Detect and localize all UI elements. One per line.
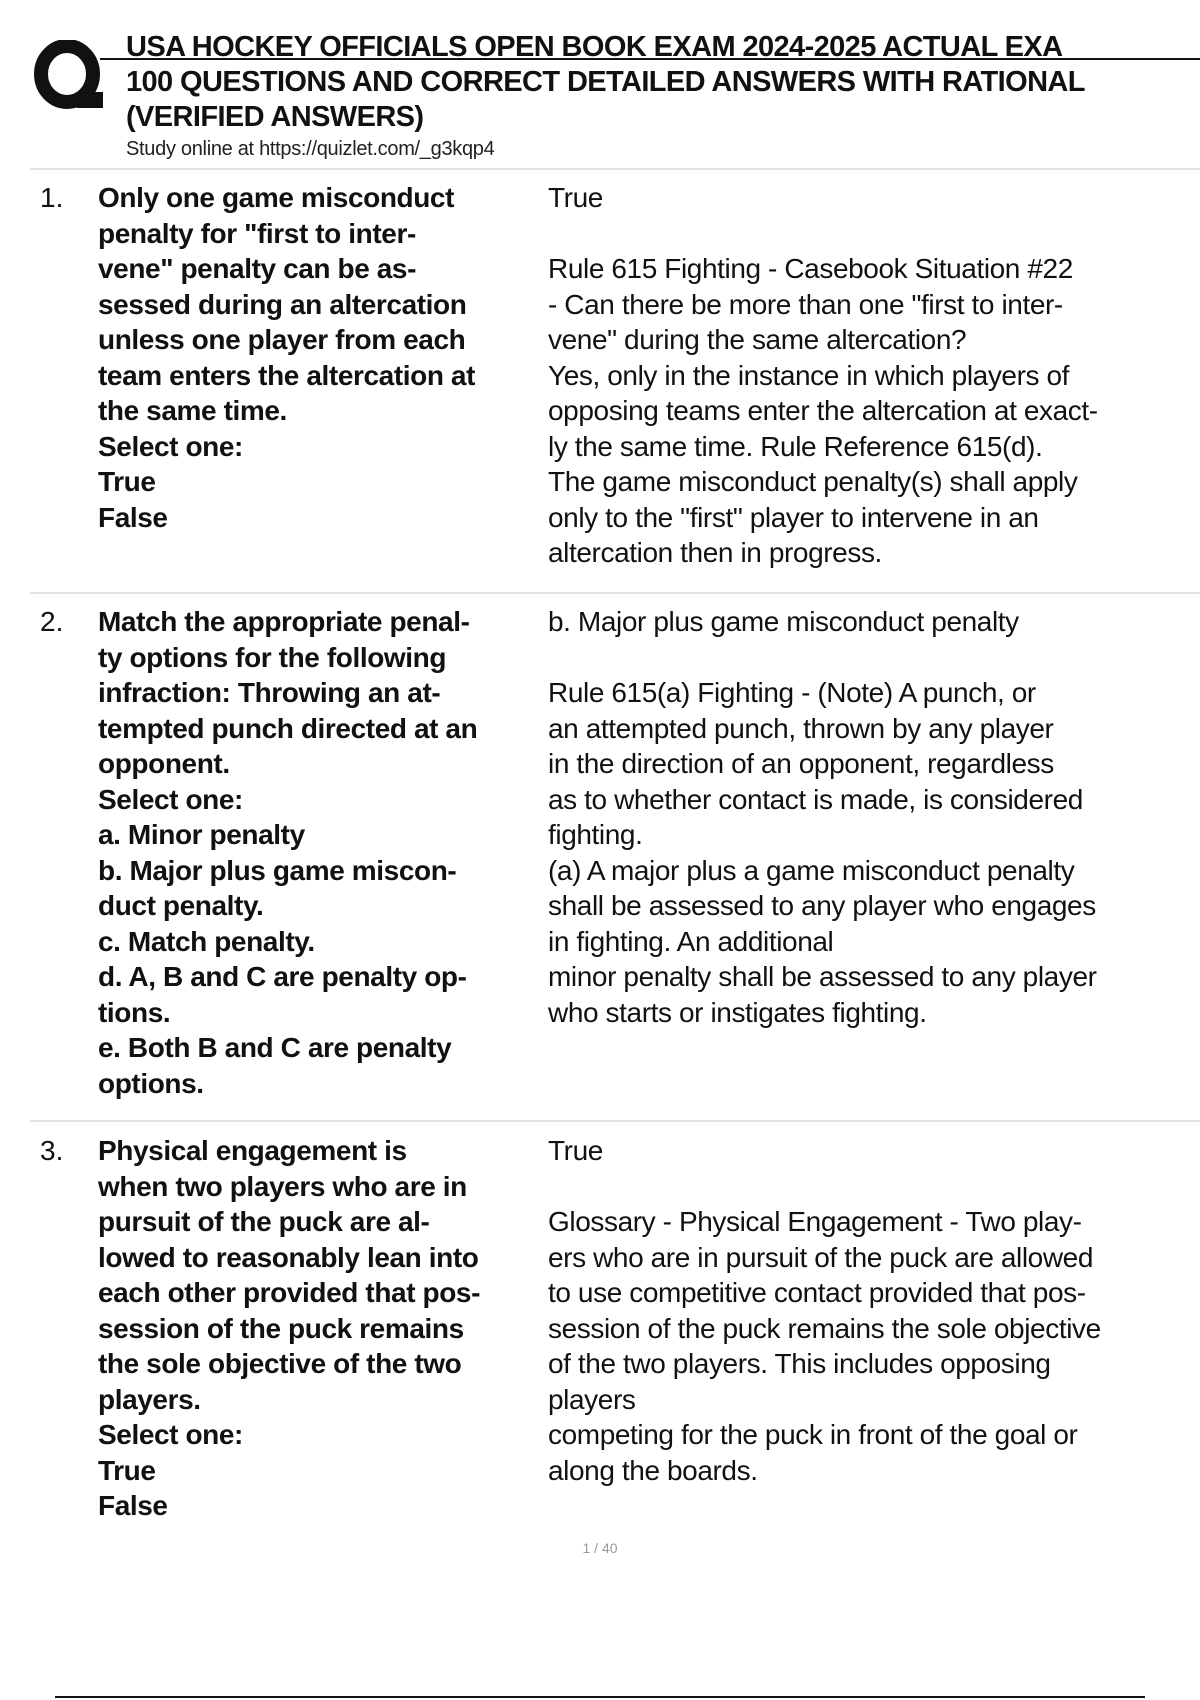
question-line: Select one:: [98, 430, 243, 462]
answer-line: of the two players. This includes opposing: [548, 1348, 1051, 1379]
question-line: session of the puck remains: [98, 1312, 464, 1344]
question-text: [98, 1133, 480, 1524]
question-line: infraction: Throwing an at-: [98, 677, 441, 708]
question-line: players.: [98, 1383, 201, 1415]
answer-line: players: [548, 1383, 636, 1415]
footer-rule: [55, 1696, 1145, 1698]
answer-line: Rule 615(a) Fighting - (Note) A punch, or: [548, 677, 1036, 708]
answer-line: ly the same time. Rule Reference 615(d).: [548, 430, 1043, 462]
answer-line: as to whether contact is made, is considered: [548, 783, 1083, 815]
question-line: tions.: [98, 996, 171, 1028]
question-line: tempted punch directed at an: [98, 712, 478, 744]
answer-line: vene" during the same altercation?: [548, 324, 967, 355]
answer-line: [548, 1169, 1101, 1205]
answer-line: opposing teams enter the altercation at exact-: [548, 395, 1098, 426]
answer-line: an attempted punch, thrown by any player: [548, 712, 1054, 744]
question-text: [98, 180, 475, 535]
answer-text: [548, 604, 1097, 1030]
answer-text: [548, 180, 1098, 571]
question-line: False: [98, 501, 168, 533]
title-line: USA HOCKEY OFFICIALS OPEN BOOK EXAM 2024-2025 ACTUAL EXA: [126, 31, 1063, 63]
question-line: vene" penalty can be as-: [98, 253, 417, 284]
question-line: False: [98, 1490, 168, 1521]
card-divider: [30, 592, 1200, 594]
answer-line: minor penalty shall be assessed to any player: [548, 961, 1097, 992]
answer-line: [548, 216, 1098, 252]
answer-line: fighting.: [548, 819, 643, 850]
answer-line: shall be assessed to any player who engages: [548, 890, 1096, 921]
question-line: unless one player from each: [98, 324, 466, 355]
question-line: duct penalty.: [98, 890, 264, 921]
question-line: pursuit of the puck are al-: [98, 1206, 430, 1237]
answer-line: competing for the puck in front of the goal or: [548, 1419, 1078, 1450]
question-line: d. A, B and C are penalty op-: [98, 961, 467, 992]
question-line: True: [98, 1454, 156, 1486]
question-line: the same time.: [98, 395, 287, 426]
answer-line: along the boards.: [548, 1454, 758, 1486]
answer-line: in the direction of an opponent, regardless: [548, 748, 1054, 779]
question-number: 2.: [40, 606, 64, 637]
question-line: a. Minor penalty: [98, 819, 305, 850]
question-line: options.: [98, 1067, 204, 1099]
title-line: (VERIFIED ANSWERS): [126, 101, 424, 133]
answer-line: Glossary - Physical Engagement - Two play-: [548, 1206, 1082, 1237]
answer-line: (a) A major plus a game misconduct penalty: [548, 854, 1075, 886]
question-line: penalty for "first to inter-: [98, 217, 416, 249]
answer-line: Rule 615 Fighting - Casebook Situation #22: [548, 253, 1073, 284]
answer-line: altercation then in progress.: [548, 537, 882, 568]
question-line: e. Both B and C are penalty: [98, 1032, 452, 1063]
card-divider: [30, 1120, 1200, 1122]
title-line: 100 QUESTIONS AND CORRECT DETAILED ANSWERS WITH RATIONAL: [126, 66, 1085, 98]
answer-line: The game misconduct penalty(s) shall apply: [548, 466, 1078, 497]
answer-line: session of the puck remains the sole objective: [548, 1312, 1101, 1344]
question-line: c. Match penalty.: [98, 925, 315, 957]
answer-line: [548, 640, 1097, 676]
study-online-link[interactable]: Study online at https://quizlet.com/_g3kqp4: [126, 138, 495, 160]
answer-line: True: [548, 1135, 603, 1166]
question-line: ty options for the following: [98, 641, 447, 673]
page-number: 1 / 40: [582, 1540, 618, 1556]
question-line: Select one:: [98, 1419, 243, 1450]
answer-line: ers who are in pursuit of the puck are allowed: [548, 1241, 1094, 1273]
answer-line: True: [548, 182, 603, 213]
question-line: Only one game misconduct: [98, 182, 455, 213]
answer-text: [548, 1133, 1101, 1488]
answer-line: only to the "first" player to intervene in an: [548, 501, 1039, 533]
question-number: 3.: [40, 1135, 64, 1166]
document-title: [126, 30, 1085, 135]
question-line: sessed during an altercation: [98, 288, 467, 320]
answer-line: Yes, only in the instance in which players of: [548, 359, 1070, 391]
question-line: each other provided that pos-: [98, 1277, 480, 1308]
question-line: Select one:: [98, 783, 243, 815]
question-line: Match the appropriate penal-: [98, 606, 470, 637]
answer-line: - Can there be more than one "first to inter-: [548, 288, 1063, 320]
question-line: team enters the altercation at: [98, 359, 476, 391]
answer-line: to use competitive contact provided that pos-: [548, 1277, 1086, 1308]
question-line: True: [98, 466, 156, 497]
question-line: when two players who are in: [98, 1170, 467, 1202]
answer-line: who starts or instigates fighting.: [548, 996, 927, 1028]
quizlet-logo-icon: [33, 40, 105, 114]
question-number: 1.: [40, 182, 64, 213]
question-line: the sole objective of the two: [98, 1348, 462, 1379]
question-line: opponent.: [98, 748, 230, 779]
question-line: lowed to reasonably lean into: [98, 1241, 479, 1273]
question-text: [98, 604, 477, 1101]
question-line: Physical engagement is: [98, 1135, 407, 1166]
answer-line: in fighting. An additional: [548, 925, 834, 957]
question-line: b. Major plus game miscon-: [98, 854, 457, 886]
answer-line: b. Major plus game misconduct penalty: [548, 606, 1019, 637]
header-divider: [30, 168, 1200, 170]
